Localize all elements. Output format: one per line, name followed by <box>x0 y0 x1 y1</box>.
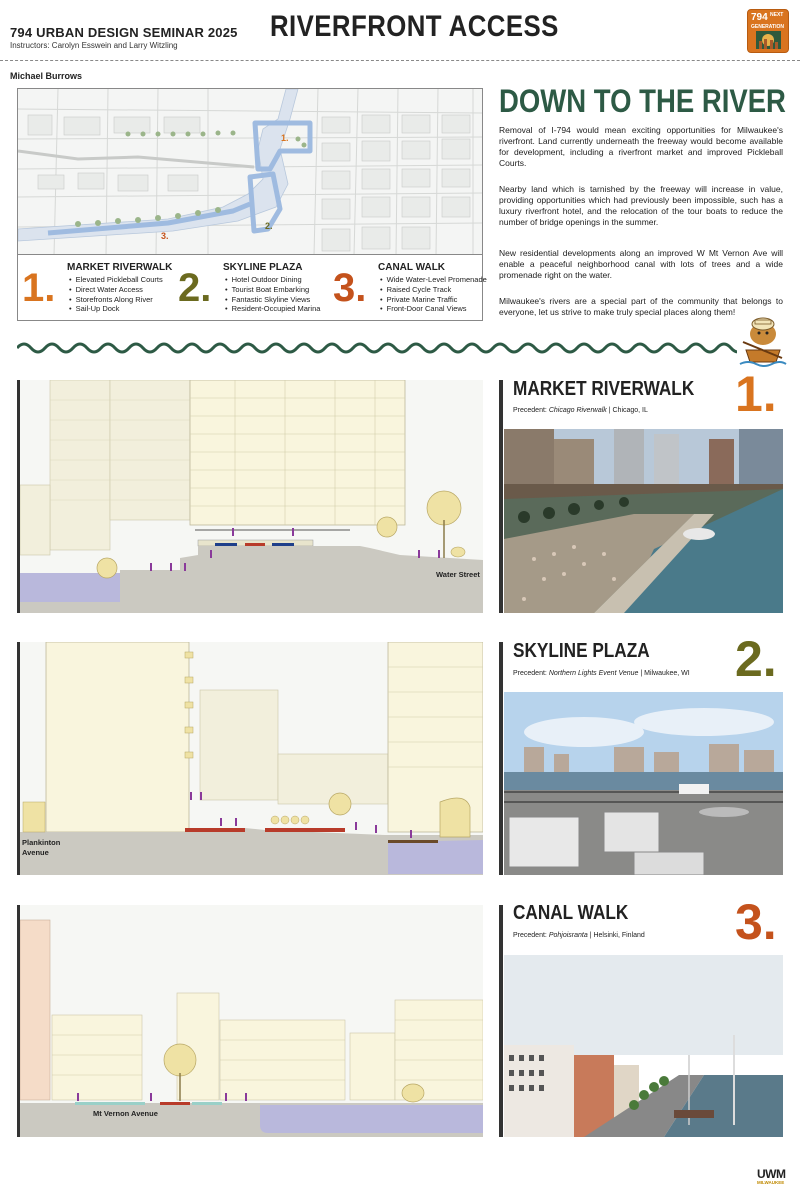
legend-list-1 <box>69 275 163 314</box>
intro-title: DOWN TO THE RIVER <box>499 83 786 119</box>
precedent-subtitle-3: Precedent: Pohjoisranta | Helsinki, Finland <box>513 932 645 939</box>
photo-pohjoisranta <box>504 955 783 1137</box>
legend-item: • Direct Water Access <box>69 285 163 295</box>
legend-item: • Tourist Boat Embarking <box>225 285 320 295</box>
intro-paragraph-2: Nearby land which is tarnished by the freeway will increase in value, providing opportunities which had previously been impossible, such has a luxury riverfront hotel, and the relocation of the tour boats to reduce the number of bridge openings in the summer. <box>499 184 783 227</box>
legend-list-2 <box>225 275 320 314</box>
precedent-number-3: 3. <box>735 894 777 950</box>
mascot-boat-icon <box>738 312 788 370</box>
legend-item: • Raised Cycle Track <box>380 285 487 295</box>
legend-item: • Resident-Occupied Marina <box>225 304 320 314</box>
caption-plankinton-line1: Plankinton <box>22 838 61 847</box>
section-drawing-canal-walk <box>17 905 483 1137</box>
skyline-plaza-section-svg <box>20 642 483 875</box>
legend-title-2: SKYLINE PLAZA <box>223 262 303 273</box>
author-name: Michael Burrows <box>10 71 83 81</box>
legend-item: • Storefronts Along River <box>69 295 163 305</box>
section-drawing-market-riverwalk <box>17 380 483 613</box>
precedent-subtitle-2: Precedent: Northern Lights Event Venue | Milwaukee, WI <box>513 670 690 677</box>
logo-number: 794 <box>751 12 768 23</box>
seminar-title: 794 URBAN DESIGN SEMINAR 2025 <box>10 25 238 40</box>
wave-divider <box>17 338 737 358</box>
canal-walk-section-svg <box>20 905 483 1137</box>
legend-item: • Sail-Up Dock <box>69 304 163 314</box>
page-title: RIVERFRONT ACCESS <box>270 10 559 43</box>
precedent-number-1: 1. <box>735 366 777 422</box>
intro-paragraph-4: Milwaukee's rivers are a special part of the community that belongs to everyone, let us strive to make truly special places along them! <box>499 296 783 317</box>
section-drawing-skyline-plaza <box>17 642 483 875</box>
map-marker-1: 1. <box>281 133 289 143</box>
caption-mt-vernon: Mt Vernon Avenue <box>93 1109 158 1118</box>
instructors-line: Instructors: Carolyn Esswein and Larry Witzling <box>10 41 178 50</box>
legend-number-1: 1. <box>22 266 56 310</box>
precedent-bar-1 <box>499 380 503 613</box>
legend-item: • Elevated Pickleball Courts <box>69 275 163 285</box>
legend-item: • Private Marine Traffic <box>380 295 487 305</box>
photo-northern-lights-venue <box>504 692 783 875</box>
precedent-title-2: SKYLINE PLAZA <box>513 640 650 662</box>
legend-number-2: 2. <box>178 266 212 310</box>
site-plan-map <box>17 88 483 255</box>
site-plan-drawing <box>18 89 483 255</box>
precedent-subtitle-1: Precedent: Chicago Riverwalk | Chicago, IL <box>513 407 648 414</box>
legend-item: • Fantastic Skyline Views <box>225 295 320 305</box>
map-marker-3: 3. <box>161 231 169 241</box>
uwm-logo: UWM <box>757 1167 786 1181</box>
next-generation-logo <box>747 9 789 53</box>
precedent-bar-2 <box>499 642 503 875</box>
intro-paragraph-1: Removal of I-794 would mean exciting opportunities for Milwaukee's riverfront. Land currently underneath the freeway would become available for development, including a riverfront market and improved Pickleball Courts. <box>499 125 783 168</box>
market-riverwalk-section-svg <box>20 380 483 613</box>
legend-item: • Hotel Outdoor Dining <box>225 275 320 285</box>
logo-generation: GENERATION <box>751 24 784 30</box>
legend-item: • Front-Door Canal Views <box>380 304 487 314</box>
precedent-number-2: 2. <box>735 631 777 687</box>
precedent-title-3: CANAL WALK <box>513 902 629 924</box>
photo-chicago-riverwalk <box>504 429 783 613</box>
precedent-bar-3 <box>499 905 503 1137</box>
uwm-logo-sub: MILWAUKEE <box>757 1180 785 1185</box>
logo-skyline-icon <box>756 31 781 49</box>
logo-next: NEXT <box>770 12 784 18</box>
legend-list-3 <box>380 275 487 314</box>
precedent-title-1: MARKET RIVERWALK <box>513 378 695 400</box>
legend-title-3: CANAL WALK <box>378 262 446 273</box>
header-divider <box>0 60 800 61</box>
intro-paragraph-3: New residential developments along an improved W Mt Vernon Ave will enable a peaceful neighborhood canal with lots of trees and a wide promenade right on the water. <box>499 248 783 280</box>
caption-water-street: Water Street <box>436 570 480 579</box>
legend-title-1: MARKET RIVERWALK <box>67 262 173 273</box>
legend-number-3: 3. <box>333 266 367 310</box>
caption-plankinton-line2: Avenue <box>22 848 49 857</box>
legend-item: • Wide Water-Level Promenade <box>380 275 487 285</box>
map-marker-2: 2. <box>265 221 273 231</box>
header <box>0 0 800 62</box>
